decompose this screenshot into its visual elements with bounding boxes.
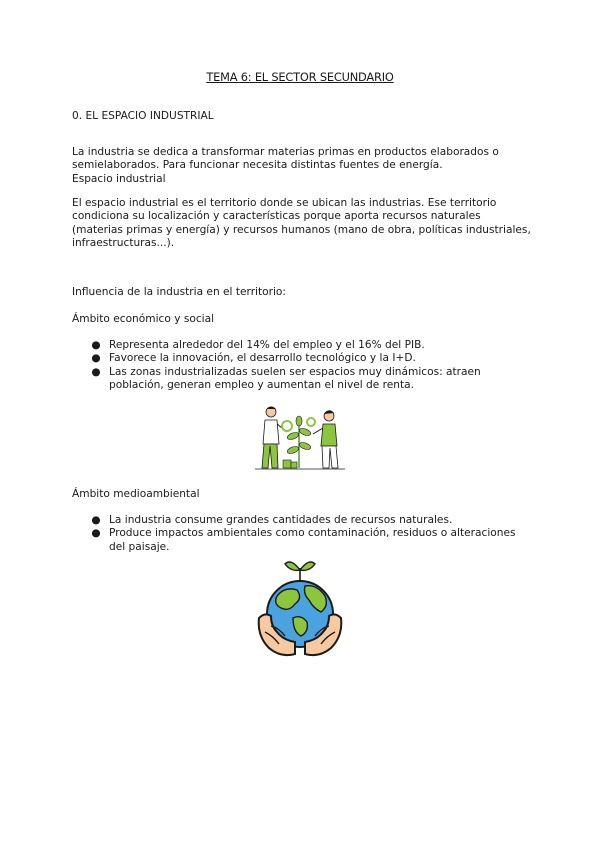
section-heading: 0. EL ESPACIO INDUSTRIAL [72, 110, 214, 122]
list-item-text: población, generan empleo y aumentan el nivel de renta. [109, 379, 415, 392]
medioambiental-list [72, 514, 532, 554]
bullet-dot: ● [91, 352, 101, 365]
bullet-dot: ● [91, 339, 101, 351]
espacio-paragraph [72, 197, 542, 251]
economico-heading: Ámbito económico y social [72, 313, 215, 325]
bullet-dot: ● [91, 527, 101, 540]
list-item [72, 339, 532, 352]
influencia-heading: Influencia de la industria en el territorio: [72, 286, 286, 298]
list-item [72, 514, 532, 527]
list-item [72, 366, 532, 393]
bullet-dot: ● [91, 365, 101, 378]
intro-line: semielaborados. Para funcionar necesita distintas fuentes de energía. [72, 159, 443, 172]
intro-paragraph [72, 146, 542, 186]
list-item-text: Las zonas industrializadas suelen ser espacios muy dinámicos: atraen [109, 365, 481, 378]
economico-list [72, 339, 532, 393]
list-item [72, 527, 532, 554]
espacio-line: condiciona su localización y características porque aporta recursos naturales [72, 210, 481, 223]
list-item-text: Favorece la innovación, el desarrollo tecnológico y la I+D. [109, 352, 416, 365]
list-item-text: Representa alrededor del 14% del empleo y el 16% del PIB. [109, 339, 425, 351]
bullet-dot: ● [91, 514, 101, 526]
earth-in-hands-illustration [255, 556, 345, 660]
intro-line: La industria se dedica a transformar materias primas en productos elaborados o [72, 146, 499, 158]
medioambiental-heading: Ámbito medioambiental [72, 488, 200, 500]
espacio-heading: Espacio industrial [72, 172, 166, 185]
espacio-line: El espacio industrial es el territorio donde se ubican las industrias. Ese territorio [72, 197, 497, 209]
page-title: TEMA 6: EL SECTOR SECUNDARIO [206, 70, 394, 84]
espacio-line: (materias primas y energía) y recursos humanos (mano de obra, políticas industriales, [72, 223, 531, 236]
list-item [72, 352, 532, 365]
list-item-text: La industria consume grandes cantidades de recursos naturales. [109, 514, 453, 526]
list-item-text: Produce impactos ambientales como contaminación, residuos o alteraciones [109, 527, 516, 540]
espacio-line: infraestructuras...). [72, 237, 175, 250]
people-planting-illustration [253, 404, 347, 472]
list-item-text: del paisaje. [109, 540, 170, 553]
